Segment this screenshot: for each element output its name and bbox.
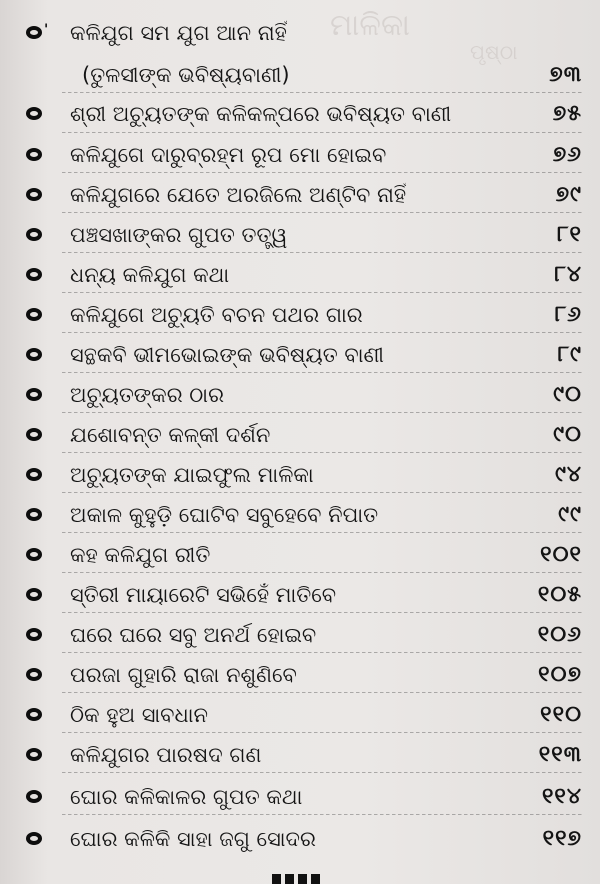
row-divider [62,772,582,773]
row-divider [62,252,582,253]
row-divider [62,532,582,533]
bullet-ring-icon [26,508,42,521]
entry-title: ଠିକ ହୁଅ ସାବଧାନ [70,703,208,727]
page-footer-ornament [272,874,324,884]
bullet-ring-icon [26,832,42,845]
row-divider [62,652,582,653]
entry-page-number: ୧୦୫ [537,582,582,607]
toc-entry[interactable] [0,16,600,56]
entry-title: ସ୍ତିରୀ ମାୟାରେଟି ସଭିହେଁ ମାତିବେ [70,583,337,607]
row-divider [62,452,582,453]
entry-page-number: ୯୦ [553,422,582,447]
bullet-ring-icon [26,668,42,681]
entry-page-number: ୭୫ [552,101,582,126]
bullet-ring-icon [26,468,42,481]
bullet-ring-icon [26,308,42,321]
row-divider [62,814,582,815]
toc-entry[interactable] [0,822,600,862]
entry-page-number: ୧୧୪ [541,784,582,809]
entry-page-number: ୧୦୧ [540,542,582,567]
row-divider [62,492,582,493]
bullet-ring-icon [26,26,42,39]
entry-page-number: ୯୪ [554,462,582,487]
bullet-ring-icon [26,268,42,281]
entry-page-number: ୧୧୩ [538,742,582,767]
entry-title: ଯଶୋବନ୍ତ କଳ୍କୀ ଦର୍ଶନ [70,423,271,447]
entry-title: ଶ୍ରୀ ଅଚ୍ୟୁତଙ୍କ କଳିକଳ୍ପରେ ଭବିଷ୍ୟତ ବାଣୀ [70,102,452,126]
entry-title: କଳିଯୁଗ ସମ ଯୁଗ ଆନ ନାହିଁ [70,21,287,45]
entry-title: ଅକାଳ କୁହୁଡ଼ି ଘୋଟିବ ସବୁହେବେ ନିପାତ [70,503,379,527]
bullet-ring-icon [26,548,42,561]
entry-page-number: ୧୦୬ [537,622,582,647]
row-divider [62,572,582,573]
bullet-ring-icon [26,748,42,761]
entry-title: କଳିଯୁଗେ ଅଚ୍ୟୁତି ବଚନ ପଥର ଗାର [70,303,363,327]
entry-page-number: ୮୧ [557,222,582,247]
entry-title: କଳିଯୁଗରେ ଯେତେ ଅରଜିଲେ ଅଣ୍ଟିବ ନାହିଁ [70,183,407,207]
entry-title: ଅଚ୍ୟୁତଙ୍କର ଠାର [70,383,225,407]
row-divider [62,292,582,293]
entry-page-number: ୮୬ [554,302,582,327]
entry-title: ପରଜା ଗୁହାରି ରାଜା ନଶୁଣିବେ [70,663,297,687]
entry-page-number: ୯୦ [553,382,582,407]
entry-page-number: ୭୯ [555,182,582,207]
row-divider [62,332,582,333]
row-divider [62,92,582,93]
row-divider [62,612,582,613]
bullet-ring-icon [26,107,42,120]
entry-page-number: ୯୯ [558,502,582,527]
entry-page-number: ୮୯ [557,342,582,367]
row-divider [62,212,582,213]
row-divider [62,692,582,693]
row-divider [62,412,582,413]
bullet-ring-icon [26,188,42,201]
entry-page-number: ୮୪ [554,262,582,287]
entry-title: ଅଚ୍ୟୁତଙ୍କ ଯାଇଫୁଲ ମାଳିକା [70,463,314,487]
entry-title: ଧନ୍ୟ କଳିଯୁଗ କଥା [70,263,230,287]
entry-page-number: ୭୩ [549,62,582,87]
bullet-ring-icon [26,348,42,361]
row-divider [62,172,582,173]
entry-page-number: ୭୬ [552,142,582,167]
bullet-ring-icon [26,228,42,241]
entry-title: ଘୋର କଳିକି ସାହା ଜଗୁ ସୋଦର [70,827,316,851]
entry-title: କହ କଳିଯୁଗ ରୀତି [70,543,211,567]
entry-page-number: ୧୧୦ [540,702,582,727]
row-divider [62,732,582,733]
bullet-ring-icon [26,708,42,721]
entry-title: ଘରେ ଘରେ ସବୁ ଅନର୍ଥ ହୋଇବ [70,623,317,647]
bullet-ring-icon [26,790,42,803]
row-divider [62,372,582,373]
entry-title: ସନ୍ଥକବି ଭୀମଭୋଇଙ୍କ ଭବିଷ୍ୟତ ବାଣୀ [70,343,384,367]
bullet-ring-icon [26,388,42,401]
entry-title: ପଞ୍ଚସଖାଙ୍କର ଗୁପତ ତତ୍ତ୍ୱ [70,223,288,247]
entry-title: ଘୋର କଳିକାଳର ଗୁପତ କଥା [70,785,303,809]
bullet-ring-icon [26,148,42,161]
bullet-ring-icon [26,588,42,601]
apostrophe-mark: ' [44,22,49,38]
bullet-ring-icon [26,628,42,641]
bullet-ring-icon [26,428,42,441]
entry-title: କଳିଯୁଗେ ଦାରୁବ୍ରହ୍ମ ରୂପ ମୋ ହୋଇବ [70,143,387,167]
entry-page-number: ୧୧୭ [542,826,582,851]
entry-title: କଳିଯୁଗର ପାରଷଦ ଗଣ [70,743,262,767]
toc-entry[interactable] [0,97,600,137]
show-through-text: ପୃଷ୍ଠା [470,40,518,64]
show-through-text: ମାଳିକା [330,8,410,43]
entry-title: (ତୁଳସୀଙ୍କ ଭବିଷ୍ୟବାଣୀ) [82,63,290,87]
row-divider [62,132,582,133]
entry-page-number: ୧୦୭ [538,662,582,687]
